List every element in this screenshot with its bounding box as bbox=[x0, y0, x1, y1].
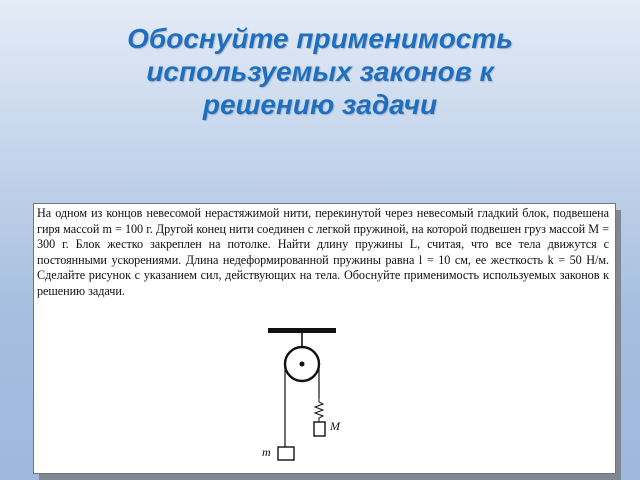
mass-m-box bbox=[278, 447, 294, 460]
problem-card bbox=[33, 203, 616, 474]
problem-text: На одном из концов невесомой нерастяжимой нити, перекинутой через невесомый гладкий блок, подвешена гиря массой m = 100 г. Другой конец нити соединен с легкой пружиной, на которой подвешен груз массой M = 300 г. Блок жестко закреплен на потолке. Найти длину пружины L, считая, что все тела движутся с постоянными ускорениями. Длина недеформированной пружины равна l = 10 см, ее жесткость k = 50 Н/м. Сделайте рисунок с указанием сил, действующих на тела. Обоснуйте применимость используемых законов к решению задачи. bbox=[37, 206, 609, 298]
title-line-3: решению задачи bbox=[202, 89, 438, 120]
title-line-2: используемых законов к bbox=[146, 56, 494, 87]
title-line-1: Обоснуйте применимость bbox=[127, 23, 513, 54]
slide-title bbox=[70, 22, 570, 121]
pulley-axle bbox=[300, 362, 305, 367]
mass-m-label: m bbox=[262, 445, 271, 459]
mass-M-box bbox=[314, 422, 325, 436]
spring bbox=[315, 398, 323, 422]
pulley-diagram bbox=[34, 204, 615, 473]
ceiling-bar bbox=[268, 328, 336, 333]
mass-M-label: M bbox=[330, 419, 340, 433]
